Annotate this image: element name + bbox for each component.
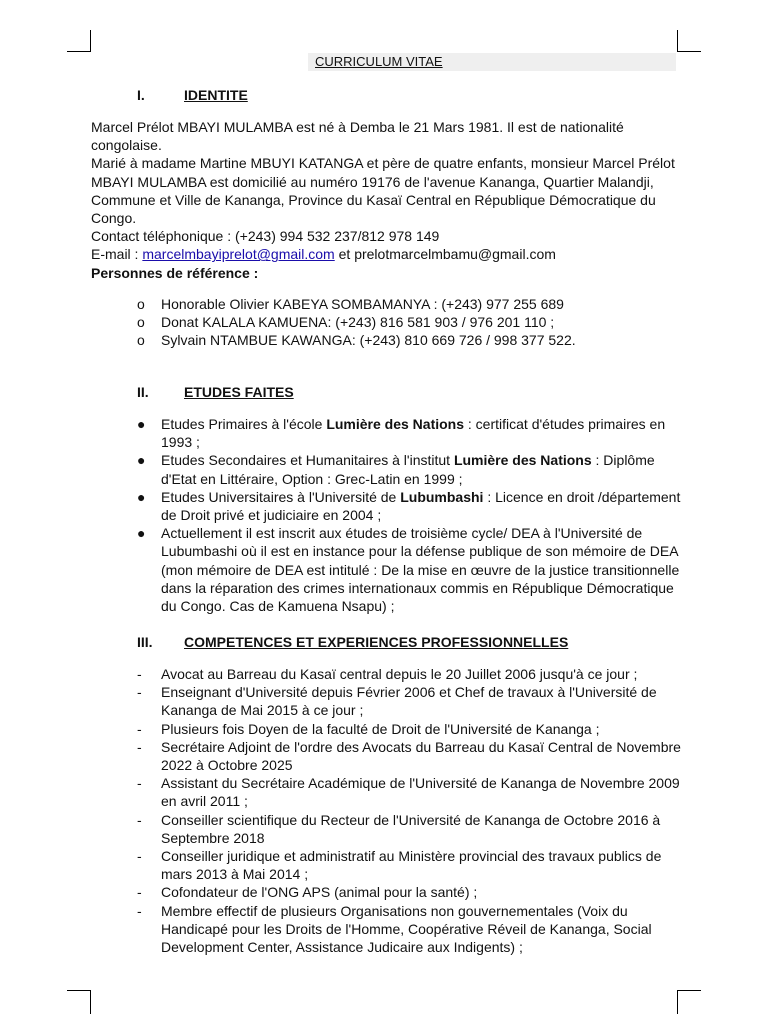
section-title-identity: IDENTITE	[184, 87, 248, 103]
bullet-icon: ●	[137, 525, 146, 542]
crop-mark-top-left-v	[90, 30, 91, 52]
list-item: ● Etudes Primaires à l'école Lumière des Nations : certificat d'études primaires en 1993 ;	[137, 416, 666, 451]
dash-bullet-icon: -	[137, 738, 142, 755]
list-item: ● Actuellement il est inscrit aux études de troisième cycle/ DEA à l'Université de Lubumbashi où il est en instance pour la défense publique de son mémoire de DEA (mon mémoire de DEA est intitulé : De la mise en œuvre de la justice transitionnelle dans la réparation des crimes internationaux commis en République Démocratique du Congo. Cas de Kamuena Nsapu) ;	[137, 525, 680, 615]
crop-mark-top-left-h	[67, 51, 91, 52]
section-number-identity: I.	[137, 87, 145, 103]
crop-mark-bottom-left-v	[90, 990, 91, 1014]
dash-bullet-icon: -	[137, 684, 142, 701]
circle-bullet-icon: o	[137, 332, 145, 349]
bullet-icon: ●	[137, 488, 146, 505]
email-secondary: et prelotmarcelmbamu@gmail.com	[334, 246, 556, 263]
circle-bullet-icon: o	[137, 314, 145, 331]
section-number-competences: III.	[137, 634, 153, 650]
section-title-studies: ETUDES FAITES	[184, 384, 294, 400]
email-link[interactable]: marcelmbayiprelot@gmail.com	[142, 246, 335, 263]
dash-bullet-icon: -	[137, 775, 142, 792]
crop-mark-top-right-v	[677, 30, 678, 52]
list-item: - Membre effectif de plusieurs Organisations non gouvernementales (Voix du Handicapé pour les Droits de l'Homme, Coopérative Réveil de Kananga, Social Development Center, Assistance Judicaire aux Indigents) ;	[137, 902, 652, 956]
list-item: ● Etudes Universitaires à l'Université de Lubumbashi : Licence en droit /département de Droit privé et judiciaire en 2004 ;	[137, 488, 681, 524]
crop-mark-top-right-h	[677, 51, 701, 52]
list-item: - Secrétaire Adjoint de l'ordre des Avocats du Barreau du Kasaï Central de Novembre 2022 à Octobre 2025	[137, 738, 681, 774]
list-item: - Enseignant d'Université depuis Février 2006 et Chef de travaux à l'Université de Kananga de Mai 2015 à ce jour ;	[137, 684, 657, 719]
references-label: Personnes de référence :	[91, 264, 259, 281]
studies-list	[137, 415, 682, 615]
list-item: ● Etudes Secondaires et Humanitaires à l'institut Lumière des Nations : Diplôme d'Etat en Littéraire, Option : Grec-Latin en 1999 ;	[137, 452, 655, 487]
document-title: CURRICULUM VITAE	[315, 54, 443, 69]
crop-mark-bottom-right-h	[677, 990, 701, 991]
list-item: o Sylvain NTAMBUE KAWANGA: (+243) 810 669 726 / 998 377 522.	[137, 332, 576, 349]
dash-bullet-icon: -	[137, 666, 142, 682]
circle-bullet-icon: o	[137, 296, 145, 312]
list-item: o Honorable Olivier KABEYA SOMBAMANYA : (+243) 977 255 689	[137, 296, 564, 312]
crop-mark-bottom-right-v	[677, 990, 678, 1014]
dash-bullet-icon: -	[137, 902, 142, 919]
list-item: - Conseiller scientifique du Recteur de l'Université de Kananga de Octobre 2016 à Septembre 2018	[137, 811, 661, 846]
bullet-icon: ●	[137, 416, 146, 432]
document-header	[308, 53, 676, 71]
section-number-studies: II.	[137, 384, 149, 400]
dash-bullet-icon: -	[137, 811, 142, 828]
identity-paragraph	[91, 118, 679, 282]
list-item: - Avocat au Barreau du Kasaï central depuis le 20 Juillet 2006 jusqu'à ce jour ;	[137, 666, 638, 682]
dash-bullet-icon: -	[137, 884, 142, 901]
list-item: - Cofondateur de l'ONG APS (animal pour la santé) ;	[137, 884, 478, 901]
identity-family-text: Marié à madame Martine MBUYI KATANGA et père de quatre enfants, monsieur Marcel Prélot MBAYI MULAMBA est domicilié au numéro 19176 de l'avenue Kananga, Quartier Malandji, Commune et Ville de Kananga, Province du Kasaï Central en République Démocratique du Congo.	[91, 155, 675, 227]
list-item: - Assistant du Secrétaire Académique de l'Université de Kananga de Novembre 2009 en avril 2011 ;	[137, 775, 680, 810]
competences-list	[137, 665, 682, 956]
list-item: o Donat KALALA KAMUENA: (+243) 816 581 903 / 976 201 110 ;	[137, 314, 555, 331]
email-label: E-mail :	[91, 246, 143, 263]
identity-birth-text: Marcel Prélot MBAYI MULAMBA est né à Demba le 21 Mars 1981. Il est de nationalité congolaise.	[91, 119, 624, 154]
list-item: - Conseiller juridique et administratif au Ministère provincial des travaux publics de mars 2013 à Mai 2014 ;	[137, 848, 662, 883]
dash-bullet-icon: -	[137, 720, 142, 737]
identity-email-line	[91, 245, 679, 263]
identity-contact-text: Contact téléphonique : (+243) 994 532 237/812 978 149	[91, 228, 440, 245]
list-item: - Plusieurs fois Doyen de la faculté de Droit de l'Université de Kananga ;	[137, 720, 600, 737]
references-list	[137, 295, 682, 350]
section-title-competences: COMPETENCES ET EXPERIENCES PROFESSIONNELLES	[184, 634, 569, 650]
dash-bullet-icon: -	[137, 848, 142, 865]
bullet-icon: ●	[137, 452, 146, 469]
crop-mark-bottom-left-h	[67, 990, 91, 991]
